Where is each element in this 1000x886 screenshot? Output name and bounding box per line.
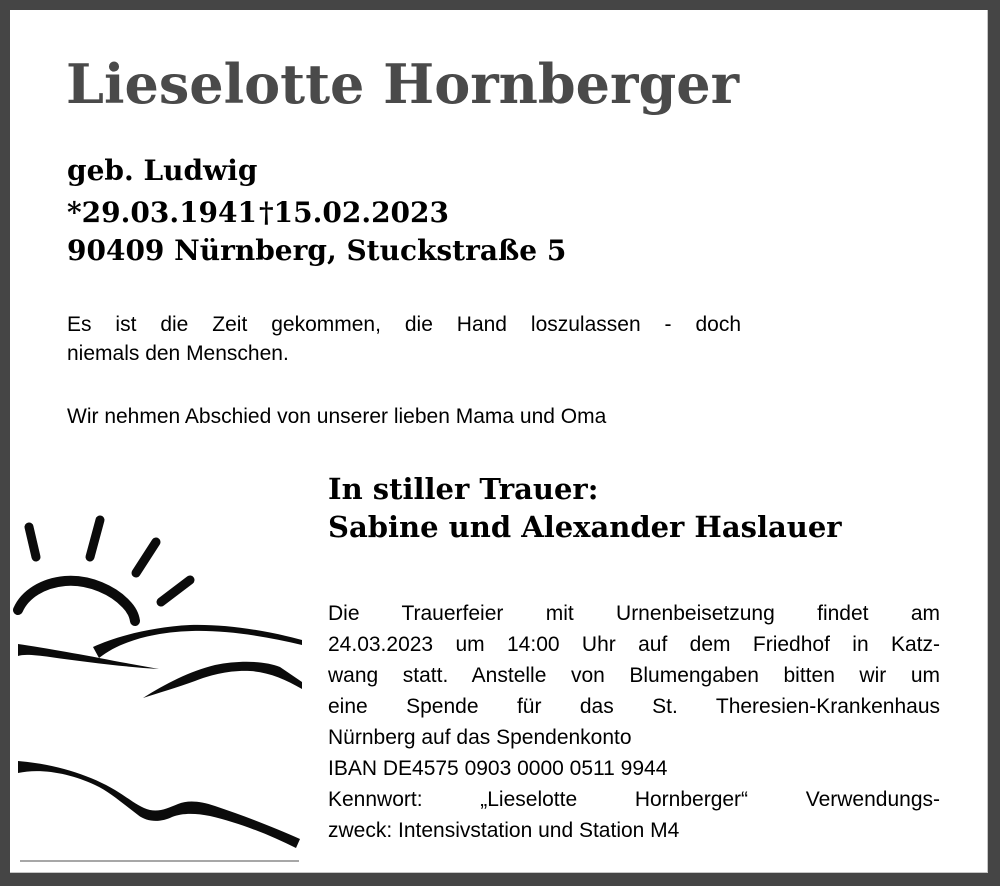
details-line: Nürnberg auf das Spendenkonto [328,726,632,749]
iban-line: IBAN DE4575 0903 0000 0511 9944 [328,757,668,780]
address-line: 90409 Nürnberg, Stuckstraße 5 [67,234,567,267]
sunrise-hills-drawing-icon [10,495,305,867]
details-line: 24.03.2023 um 14:00 Uhr auf dem Friedhof in Katz- [328,633,940,656]
mourners-names: Sabine und Alexander Haslauer [328,510,842,544]
maiden-name: geb. Ludwig [67,154,258,187]
epitaph-paragraph [67,310,741,368]
details-line: zweck: Intensivstation und Station M4 [328,819,680,842]
sun-ray-icon [90,520,100,557]
details-line: wang statt. Anstelle von Blumengaben bitten wir um [328,664,940,687]
hill-stroke [143,662,302,698]
funeral-details-paragraph [328,598,940,846]
hill-stroke [93,625,302,658]
details-line: Die Trauerfeier mit Urnenbeisetzung findet am [328,602,940,625]
sun-ray-icon [29,527,36,557]
epitaph-line: Es ist die Zeit gekommen, die Hand loszulassen - doch [67,313,741,336]
hill-stroke [18,761,300,848]
sun-ray-icon [161,580,190,602]
details-line: Kennwort: „Lieselotte Hornberger“ Verwendungs- [328,788,940,811]
birth-date: *29.03.1941 [67,196,257,229]
mourning-label: In stiller Trauer: [328,472,599,506]
epitaph-line: niemals den Menschen. [67,342,289,365]
hill-stroke [18,644,159,669]
deceased-name: Lieselotte Hornberger [66,52,740,116]
farewell-line: Wir nehmen Abschied von unserer lieben Mama und Oma [67,405,607,428]
life-dates [67,196,449,229]
sun-ray-icon [136,542,156,573]
sun-arc-icon [18,581,135,621]
details-line: eine Spende für das St. Theresien-Krankenhaus [328,695,940,718]
death-date: †15.02.2023 [259,196,449,229]
